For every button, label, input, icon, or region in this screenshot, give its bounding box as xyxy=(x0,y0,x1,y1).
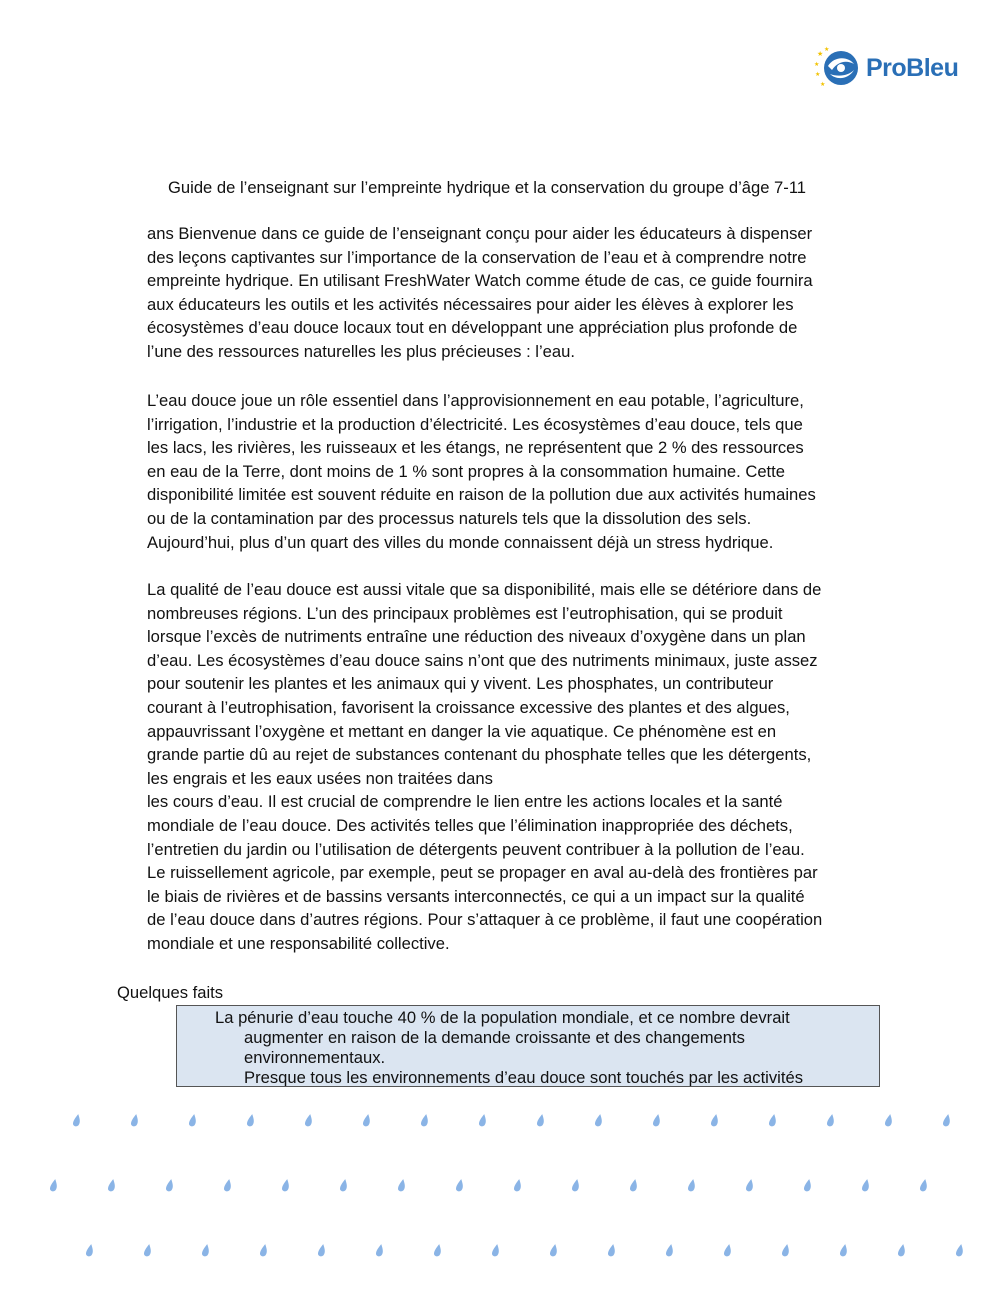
text-line: L’eau douce joue un rôle essentiel dans l’approvisionnement en eau potable, l’agriculture, xyxy=(147,391,804,410)
svg-text:★: ★ xyxy=(815,72,821,78)
water-drop-icon xyxy=(629,1178,638,1192)
water-drop-icon xyxy=(594,1113,603,1127)
text-line: lorsque l’excès de nutriments entraîne une réduction des niveaux d’oxygène dans un plan xyxy=(147,627,806,647)
facts-box xyxy=(176,1005,880,1087)
water-drop-icon xyxy=(72,1113,81,1127)
water-drop-icon xyxy=(246,1113,255,1127)
water-drop-pattern xyxy=(0,1100,1000,1280)
water-drop-icon xyxy=(955,1243,964,1257)
water-drop-icon xyxy=(571,1178,580,1192)
water-drop-icon xyxy=(768,1113,777,1127)
water-drop-icon xyxy=(304,1113,313,1127)
svg-text:★: ★ xyxy=(814,62,820,68)
text-line: appauvrissant l’oxygène et mettant en danger la vie aquatique. Ce phénomène est en xyxy=(147,721,777,741)
water-drop-icon xyxy=(897,1243,906,1257)
water-drop-icon xyxy=(781,1243,790,1257)
water-drop-icon xyxy=(491,1243,500,1257)
water-drop-icon xyxy=(884,1113,893,1127)
water-drop-icon xyxy=(455,1178,464,1192)
paragraph-intro xyxy=(147,222,867,364)
fact-line: environnementaux. xyxy=(244,1048,386,1067)
water-drop-icon xyxy=(165,1178,174,1192)
probleu-logo-icon xyxy=(814,46,864,90)
probleu-logo xyxy=(814,46,964,90)
svg-text:★: ★ xyxy=(820,82,826,88)
water-drop-icon xyxy=(826,1113,835,1127)
text-line: les engrais et les eaux usées non traitées dans xyxy=(147,768,493,788)
paragraph-freshwater xyxy=(147,389,867,554)
text-line: disponibilité limitée est souvent réduite en raison de la pollution due aux activités humaines xyxy=(147,485,816,505)
water-drop-icon xyxy=(259,1243,268,1257)
water-drop-icon xyxy=(919,1178,928,1192)
facts-heading: Quelques faits xyxy=(117,983,224,1002)
text-line: le biais de rivières et de bassins versants interconnectés, ce qui a un impact sur la qualité xyxy=(147,886,805,906)
water-drop-icon xyxy=(745,1178,754,1192)
text-line: l’entretien du jardin ou l’utilisation de détergents peuvent contribuer à la pollution de l’eau. xyxy=(147,839,805,859)
text-line: les lacs, les rivières, les ruisseaux et les étangs, ne représentent que 2 % des ressources xyxy=(147,438,804,458)
text-line: ou de la contamination par des processus naturels tels que la dissolution des sels. xyxy=(147,508,752,528)
document-title: Guide de l’enseignant sur l’empreinte hydrique et la conservation du groupe d’âge 7-11 xyxy=(168,178,807,197)
text-line: aux éducateurs les outils et les activités nécessaires pour aider les élèves à explorer les xyxy=(147,294,794,314)
text-line: empreinte hydrique. En utilisant FreshWater Watch comme étude de cas, ce guide fournira xyxy=(147,271,813,291)
svg-text:★: ★ xyxy=(824,47,830,53)
fact-line: augmenter en raison de la demande croissante et des changements xyxy=(244,1028,745,1047)
water-drop-icon xyxy=(362,1113,371,1127)
water-drop-icon xyxy=(85,1243,94,1257)
water-drop-icon xyxy=(942,1113,951,1127)
water-drop-icon xyxy=(549,1243,558,1257)
water-drop-icon xyxy=(339,1178,348,1192)
water-drop-icon xyxy=(223,1178,232,1192)
text-line: d’eau. Les écosystèmes d’eau douce sains n’ont que des nutriments minimaux, juste assez xyxy=(147,650,818,670)
water-drop-icon xyxy=(433,1243,442,1257)
text-line: en eau de la Terre, dont moins de 1 % sont propres à la consommation humaine. Cette xyxy=(147,461,785,481)
water-drop-icon xyxy=(665,1243,674,1257)
water-drop-icon xyxy=(375,1243,384,1257)
water-drop-icon xyxy=(143,1243,152,1257)
svg-text:★: ★ xyxy=(817,51,824,58)
water-drop-icon xyxy=(397,1178,406,1192)
text-line: La qualité de l’eau douce est aussi vitale que sa disponibilité, mais elle se détériore dans de xyxy=(147,580,822,599)
fact-line: Presque tous les environnements d’eau douce sont touchés par les activités xyxy=(244,1068,803,1087)
water-drop-icon xyxy=(130,1113,139,1127)
text-line: mondiale et une responsabilité collective. xyxy=(147,933,450,953)
water-drop-icon xyxy=(607,1243,616,1257)
text-line: nombreuses régions. L’un des principaux problèmes est l’eutrophisation, qui se produit xyxy=(147,603,783,623)
text-line: Le ruissellement agricole, par exemple, peut se propager en aval au-delà des frontières par xyxy=(147,863,818,883)
text-line: pour soutenir les plantes et les animaux qui y vivent. Les phosphates, un contributeur xyxy=(147,674,774,694)
water-drop-icon xyxy=(513,1178,522,1192)
water-drop-icon xyxy=(317,1243,326,1257)
water-drop-icon xyxy=(861,1178,870,1192)
text-line: l’irrigation, l’industrie et la production d’électricité. Les écosystèmes d’eau douce, tels que xyxy=(147,414,803,434)
water-drop-icon xyxy=(107,1178,116,1192)
water-drop-icon xyxy=(201,1243,210,1257)
water-drop-icon xyxy=(723,1243,732,1257)
water-drop-icon xyxy=(803,1178,812,1192)
text-line: mondiale de l’eau douce. Des activités telles que l’élimination inappropriée des déchets, xyxy=(147,815,793,835)
logo-text: ProBleu xyxy=(866,54,959,82)
water-drop-icon xyxy=(710,1113,719,1127)
text-line: grande partie dû au rejet de substances contenant du phosphate telles que les détergents, xyxy=(147,745,812,765)
fact-line: La pénurie d’eau touche 40 % de la population mondiale, et ce nombre devrait xyxy=(215,1008,790,1027)
text-line: écosystèmes d’eau douce locaux tout en développant une appréciation plus profonde de xyxy=(147,318,798,338)
water-drop-icon xyxy=(188,1113,197,1127)
paragraph-quality xyxy=(147,578,867,956)
water-drop-icon xyxy=(839,1243,848,1257)
text-line: l’une des ressources naturelles les plus précieuses : l’eau. xyxy=(147,341,575,361)
text-line: des leçons captivantes sur l’importance de la conservation de l’eau et à comprendre notre xyxy=(147,247,807,267)
text-line: les cours d’eau. Il est crucial de comprendre le lien entre les actions locales et la santé xyxy=(147,792,783,812)
water-drop-icon xyxy=(536,1113,545,1127)
text-line: courant à l’eutrophisation, favorisent la croissance excessive des plantes et des algues, xyxy=(147,697,790,717)
water-drop-icon xyxy=(281,1178,290,1192)
text-line: de l’eau douce dans d’autres régions. Pour s’attaquer à ce problème, il faut une coopération xyxy=(147,910,823,930)
water-drop-icon xyxy=(420,1113,429,1127)
water-drop-icon xyxy=(652,1113,661,1127)
text-line: ans Bienvenue dans ce guide de l’enseignant conçu pour aider les éducateurs à dispenser xyxy=(147,224,813,243)
water-drop-icon xyxy=(687,1178,696,1192)
water-drop-icon xyxy=(478,1113,487,1127)
water-drop-icon xyxy=(49,1178,58,1192)
text-line: Aujourd’hui, plus d’un quart des villes du monde connaissent déjà un stress hydrique. xyxy=(147,532,774,552)
